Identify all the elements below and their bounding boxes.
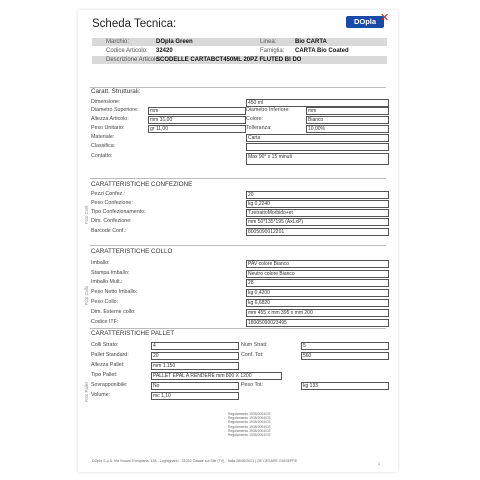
colli-strato-field: 4: [151, 342, 239, 350]
foto-collo-side-label: Foto Collo: [84, 285, 89, 305]
regulation-item: Regolamento 1935/2004/CE: [228, 416, 271, 421]
regulation-item: Regolamento 1935/2004/CE: [228, 428, 271, 433]
contatto-label: Contatto:: [91, 153, 113, 159]
diam-inf-label: Diametro Inferiore:: [246, 107, 290, 113]
materiale-field: Carta: [246, 134, 389, 142]
num-strati-field: 5: [301, 342, 389, 350]
codice-label: Codice Articolo:: [106, 48, 148, 54]
diam-inf-field: mm: [306, 107, 389, 115]
regulation-item: Regolamento 1935/2004/CE: [228, 420, 271, 425]
regulations-list: [228, 412, 271, 437]
conf-tot-label: Conf. Tot:: [241, 352, 264, 358]
pallet-standard-field: 20: [151, 352, 239, 360]
dim-collo-field: mm 455 x mm 395 x mm 200: [246, 309, 389, 317]
imballo-mult-field: 28: [246, 279, 389, 287]
barcode-field: 8005090012201: [246, 228, 389, 236]
tipo-pallet-label: Tipo Pallet:: [91, 372, 118, 378]
pallet-standard-label: Pallet Standard:: [91, 352, 129, 358]
section-divider: [90, 328, 386, 329]
barcode-label: Barcode Conf.:: [91, 228, 127, 234]
pezzi-label: Pezzi Confez.:: [91, 191, 126, 197]
page-footer: DOpla S.p.A. Via Nuova Trompiana, 138 - Loghignano - 31032 Casale sul Sile (TV) - Italia 28/06/2021 | DE CESARE GIUSEPPE: [92, 459, 298, 463]
tolleranza-label: Tolleranza:: [246, 125, 272, 131]
peso-tot-field: kg 133: [301, 382, 389, 390]
peso-collo-label: Peso Collo:: [91, 299, 119, 305]
linea-label: Linea:: [260, 39, 277, 45]
section-divider: [90, 178, 386, 179]
famiglia-value: CARTA Bio Coated: [295, 48, 349, 54]
imballo-field: PAV colore Bianco: [246, 260, 389, 268]
diam-sup-label: Diametro Superiore:: [91, 107, 139, 113]
sovrapponibile-field: No: [151, 382, 239, 390]
colore-label: Colore:: [246, 116, 264, 122]
classifica-label: Classifica:: [91, 143, 116, 149]
codice-itf-label: Codice ITF:: [91, 319, 119, 325]
famiglia-label: Famiglia:: [260, 48, 285, 54]
peso-collo-field: kg 6,6820: [246, 299, 389, 307]
tolleranza-field: 10,00%: [306, 125, 389, 133]
altezza-pallet-field: mm 1.150: [151, 362, 239, 370]
imballo-label: Imballo:: [91, 260, 110, 266]
diam-sup-field: mm: [148, 107, 246, 115]
volume-label: Volume:: [91, 392, 111, 398]
collo-section-title: CARATTERISTICHE COLLO: [91, 248, 173, 255]
num-strati-label: Num Strati:: [241, 342, 268, 348]
page-number: 1: [378, 462, 380, 466]
logo-fly-icon: ✕: [380, 12, 390, 24]
codice-value: 32420: [156, 48, 173, 54]
section-divider: [90, 245, 386, 246]
marchio-value: DOpla Green: [156, 39, 193, 45]
dimensione-label: Dimensione:: [91, 99, 121, 105]
regulation-item: Regolamento 1935/2004/CE: [228, 433, 271, 438]
linea-value: Bio CARTA: [295, 39, 327, 45]
colli-strato-label: Colli Strato:: [91, 342, 119, 348]
dim-confezione-field: mm 50*135*195 (AxLxP): [246, 218, 389, 226]
peso-unitario-label: Peso Unitario:: [91, 125, 125, 131]
confezione-section-title: CARATTERISTICHE CONFEZIONE: [91, 181, 193, 188]
page-title: Scheda Tecnica:: [92, 18, 177, 30]
header-row-descrizione: [92, 56, 387, 64]
tipo-confezionamento-label: Tipo Confezionamento:: [91, 209, 146, 215]
contatto-field: Max 90° x 15 minuti: [246, 153, 389, 165]
dim-confezione-label: Dim. Confezione:: [91, 218, 132, 224]
peso-tot-label: Peso Tot:: [241, 382, 263, 388]
altezza-label: Altezza Articolo:: [91, 116, 129, 122]
classifica-field: [246, 143, 389, 151]
peso-netto-field: kg 0,4200: [246, 289, 389, 297]
foto-pallet-side-label: Foto Pallet: [84, 381, 89, 402]
header-row-codice: [92, 47, 387, 55]
caratt-section-title: Caratt. Strutturali:: [91, 88, 141, 95]
pezzi-field: 20: [246, 191, 389, 199]
peso-netto-label: Peso Netto Imballo:: [91, 289, 138, 295]
stampa-imballo-label: Stampa Imballo:: [91, 270, 130, 276]
imballo-mult-label: Imballo Mult.:: [91, 279, 123, 285]
codice-itf-field: 18005090023495: [246, 319, 389, 327]
peso-confezione-field: kg 0,2240: [246, 200, 389, 208]
peso-confezione-label: Peso Confezione:: [91, 200, 133, 206]
volume-field: mc 1,10: [151, 392, 239, 400]
logo-text: DOpla: [346, 16, 384, 28]
foto-conf-side-label: Foto Conf.: [84, 204, 89, 224]
header-row-marchio: [92, 38, 387, 46]
tipo-confezionamento-field: T.retrattoMorbido+et: [246, 209, 389, 217]
product-header: [92, 38, 387, 66]
dopla-logo: [346, 13, 392, 29]
colore-field: Bianco: [306, 116, 389, 124]
stampa-imballo-field: Neutro colore Bianco: [246, 270, 389, 278]
descrizione-value: SCODELLE CARTABCT450ML 20PZ FLUTED BI DO: [156, 57, 302, 63]
descrizione-label: Descrizione Articolo:: [106, 57, 161, 63]
conf-tot-field: 560: [301, 352, 389, 360]
tech-sheet-page: [78, 10, 398, 472]
altezza-pallet-label: Altezza Pallet:: [91, 362, 125, 368]
dimensione-field: 450 ml: [246, 99, 389, 107]
tipo-pallet-field: PALLET EPAL A RENDERE mm 800 X 1200: [151, 372, 282, 380]
regulation-item: Regolamento 1935/2004/CE: [228, 412, 271, 416]
dim-collo-label: Dim. Esterne collo:: [91, 309, 136, 315]
pallet-section-title: CARATTERISTICHE PALLET: [91, 330, 175, 337]
regulation-item: Regolamento 1935/2004/CE: [228, 424, 271, 429]
peso-unitario-field: gr 11,00: [148, 125, 246, 133]
marchio-label: Marchio:: [106, 39, 130, 45]
altezza-field: mm 31,00: [148, 116, 246, 124]
materiale-label: Materiale:: [91, 134, 115, 140]
sovrapponibile-label: Sovrapponibile:: [91, 382, 128, 388]
